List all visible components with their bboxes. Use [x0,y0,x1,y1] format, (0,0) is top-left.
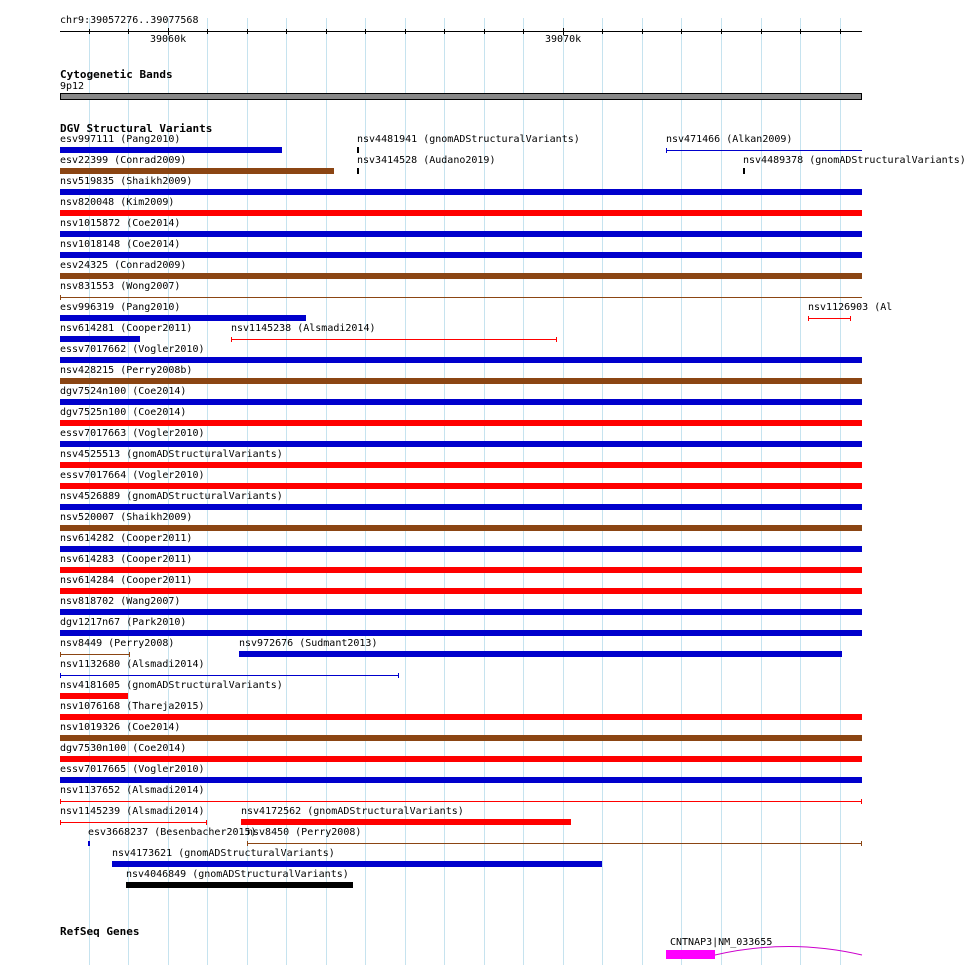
dgv-feature-cap [60,673,61,678]
dgv-feature-bar[interactable] [60,315,306,321]
dgv-feature-label[interactable]: nsv4181605 (gnomADStructuralVariants) [60,680,283,691]
dgv-feature-cap [850,316,851,321]
dgv-feature-bar[interactable] [239,651,842,657]
ruler-tick [602,29,603,34]
dgv-feature-label[interactable]: nsv614282 (Cooper2011) [60,533,193,544]
dgv-feature-cap [556,337,557,342]
dgv-feature-label[interactable]: essv7017663 (Vogler2010) [60,428,205,439]
refseq-track-title: RefSeq Genes [60,925,140,938]
dgv-feature-bar[interactable] [60,273,862,279]
ruler-tick-label: 39070k [545,34,582,45]
dgv-feature-cap [129,652,130,657]
dgv-feature-label[interactable]: nsv614284 (Cooper2011) [60,575,193,586]
dgv-feature-bar[interactable] [60,231,862,237]
dgv-feature-cap [89,841,90,846]
ruler-tick [89,29,90,34]
dgv-feature-bar[interactable] [60,525,862,531]
dgv-feature-line[interactable] [60,801,862,802]
dgv-feature-cap [60,799,61,804]
dgv-feature-cap [808,316,809,321]
dgv-feature-label[interactable]: dgv7524n100 (Coe2014) [60,386,187,397]
dgv-feature-bar[interactable] [60,630,862,636]
dgv-feature-label[interactable]: nsv4172562 (gnomADStructuralVariants) [241,806,464,817]
dgv-feature-label[interactable]: nsv1015872 (Coe2014) [60,218,181,229]
dgv-feature-label[interactable]: esv996319 (Pang2010) [60,302,181,313]
dgv-feature-bar[interactable] [112,861,602,867]
dgv-feature-label[interactable]: dgv7530n100 (Coe2014) [60,743,187,754]
dgv-feature-cap [666,148,667,153]
dgv-feature-bar[interactable] [60,336,140,342]
ruler-tick [800,29,801,34]
dgv-feature-label[interactable]: esv3668237 (Besenbacher2015) [88,827,257,838]
dgv-feature-bar[interactable] [60,483,862,489]
dgv-feature-line[interactable] [666,150,862,151]
dgv-feature-label[interactable]: nsv1018148 (Coe2014) [60,239,181,250]
dgv-feature-line[interactable] [60,675,399,676]
ruler-tick [642,29,643,34]
dgv-feature-cap [60,652,61,657]
dgv-feature-label[interactable]: nsv8450 (Perry2008) [247,827,362,838]
dgv-feature-cap [60,295,61,300]
ruler-tick [365,29,366,34]
dgv-feature-bar[interactable] [60,714,862,720]
dgv-feature-label[interactable]: dgv1217n67 (Park2010) [60,617,187,628]
ruler-tick [128,29,129,34]
dgv-feature-bar[interactable] [60,693,128,699]
dgv-feature-line[interactable] [808,318,851,319]
grid-line [681,18,682,965]
ruler-tick-label: 39060k [150,34,187,45]
dgv-feature-bar[interactable] [60,735,862,741]
dgv-feature-label[interactable]: nsv4046849 (gnomADStructuralVariants) [126,869,349,880]
dgv-feature-label[interactable]: nsv820048 (Kim2009) [60,197,175,208]
dgv-feature-label[interactable]: nsv831553 (Wong2007) [60,281,181,292]
dgv-feature-label[interactable]: nsv428215 (Perry2008b) [60,365,193,376]
ruler-location: chr9:39057276..39077568 [60,15,199,26]
dgv-feature-line[interactable] [231,339,557,340]
ruler-tick [247,29,248,34]
ruler-tick [761,29,762,34]
dgv-feature-label[interactable]: essv7017664 (Vogler2010) [60,470,205,481]
dgv-feature-bar[interactable] [60,441,862,447]
dgv-feature-label[interactable]: nsv614281 (Cooper2011) [60,323,193,334]
cytoband-track-title: Cytogenetic Bands [60,68,173,81]
ruler-tick [523,29,524,34]
dgv-feature-label[interactable]: nsv1126903 (Al [808,302,893,313]
grid-line [642,18,643,965]
dgv-feature-bar[interactable] [60,567,862,573]
grid-line [602,18,603,965]
dgv-feature-line[interactable] [60,654,130,655]
dgv-feature-bar[interactable] [60,546,862,552]
dgv-feature-label[interactable]: nsv4525513 (gnomADStructuralVariants) [60,449,283,460]
dgv-feature-bar[interactable] [60,462,862,468]
dgv-feature-bar[interactable] [60,777,862,783]
dgv-feature-bar[interactable] [60,168,334,174]
ruler-tick [286,29,287,34]
dgv-feature-bar[interactable] [60,588,862,594]
dgv-feature-cap [206,820,207,825]
dgv-feature-bar[interactable] [60,420,862,426]
dgv-feature-bar[interactable] [357,147,359,153]
refseq-gene-label[interactable]: CNTNAP3|NM_033655 [670,937,773,948]
cytoband-bar[interactable] [60,93,862,100]
dgv-track-title: DGV Structural Variants [60,122,213,135]
dgv-feature-label[interactable]: nsv519835 (Shaikh2009) [60,176,193,187]
ruler-tick [207,29,208,34]
ruler-tick [721,29,722,34]
dgv-feature-cap [247,841,248,846]
dgv-feature-bar[interactable] [743,168,745,174]
dgv-feature-line[interactable] [247,843,862,844]
dgv-feature-label[interactable]: nsv1145238 (Alsmadi2014) [231,323,376,334]
dgv-feature-label[interactable]: nsv1137652 (Alsmadi2014) [60,785,205,796]
dgv-feature-bar[interactable] [60,189,862,195]
dgv-feature-label[interactable]: nsv4173621 (gnomADStructuralVariants) [112,848,335,859]
dgv-feature-bar[interactable] [60,609,862,615]
ruler-tick [326,29,327,34]
dgv-feature-label[interactable]: nsv520007 (Shaikh2009) [60,512,193,523]
dgv-feature-bar[interactable] [60,399,862,405]
dgv-feature-label[interactable]: nsv3414528 (Audano2019) [357,155,496,166]
dgv-feature-label[interactable]: nsv471466 (Alkan2009) [666,134,793,145]
dgv-feature-bar[interactable] [126,882,353,888]
dgv-feature-label[interactable]: nsv4489378 (gnomADStructuralVariants) [743,155,966,166]
dgv-feature-bar[interactable] [60,357,862,363]
ruler-tick [444,29,445,34]
dgv-feature-bar[interactable] [60,252,862,258]
dgv-feature-label[interactable]: nsv4526889 (gnomADStructuralVariants) [60,491,283,502]
dgv-feature-cap [861,799,862,804]
dgv-feature-label[interactable]: nsv4481941 (gnomADStructuralVariants) [357,134,580,145]
dgv-feature-label[interactable]: nsv818702 (Wang2007) [60,596,181,607]
dgv-feature-cap [231,337,232,342]
dgv-feature-cap [861,841,862,846]
ruler-tick [484,29,485,34]
dgv-feature-bar[interactable] [60,378,862,384]
grid-line [721,18,722,965]
dgv-feature-bar[interactable] [241,819,571,825]
dgv-feature-bar[interactable] [357,168,359,174]
dgv-feature-label[interactable]: nsv1019326 (Coe2014) [60,722,181,733]
dgv-feature-label[interactable]: essv7017665 (Vogler2010) [60,764,205,775]
dgv-feature-label[interactable]: nsv972676 (Sudmant2013) [239,638,378,649]
ruler-tick [681,29,682,34]
dgv-feature-label[interactable]: nsv614283 (Cooper2011) [60,554,193,565]
dgv-feature-label[interactable]: esv997111 (Pang2010) [60,134,181,145]
dgv-feature-label[interactable]: esv22399 (Conrad2009) [60,155,187,166]
cytoband-label: 9p12 [60,81,85,92]
ruler-tick [405,29,406,34]
dgv-feature-label[interactable]: essv7017662 (Vogler2010) [60,344,205,355]
dgv-feature-label[interactable]: nsv1132680 (Alsmadi2014) [60,659,205,670]
ruler-axis [60,31,862,32]
dgv-feature-cap [60,820,61,825]
dgv-feature-bar[interactable] [60,504,862,510]
dgv-feature-line[interactable] [60,297,862,298]
dgv-feature-bar[interactable] [60,756,862,762]
dgv-feature-label[interactable]: nsv1076168 (Thareja2015) [60,701,205,712]
dgv-feature-label[interactable]: nsv1145239 (Alsmadi2014) [60,806,205,817]
dgv-feature-label[interactable]: esv24325 (Conrad2009) [60,260,187,271]
dgv-feature-label[interactable]: nsv8449 (Perry2008) [60,638,175,649]
dgv-feature-cap [398,673,399,678]
dgv-feature-line[interactable] [60,822,207,823]
dgv-feature-bar[interactable] [60,147,282,153]
dgv-feature-bar[interactable] [60,210,862,216]
dgv-feature-label[interactable]: dgv7525n100 (Coe2014) [60,407,187,418]
refseq-exon[interactable] [666,950,715,959]
ruler-tick [840,29,841,34]
